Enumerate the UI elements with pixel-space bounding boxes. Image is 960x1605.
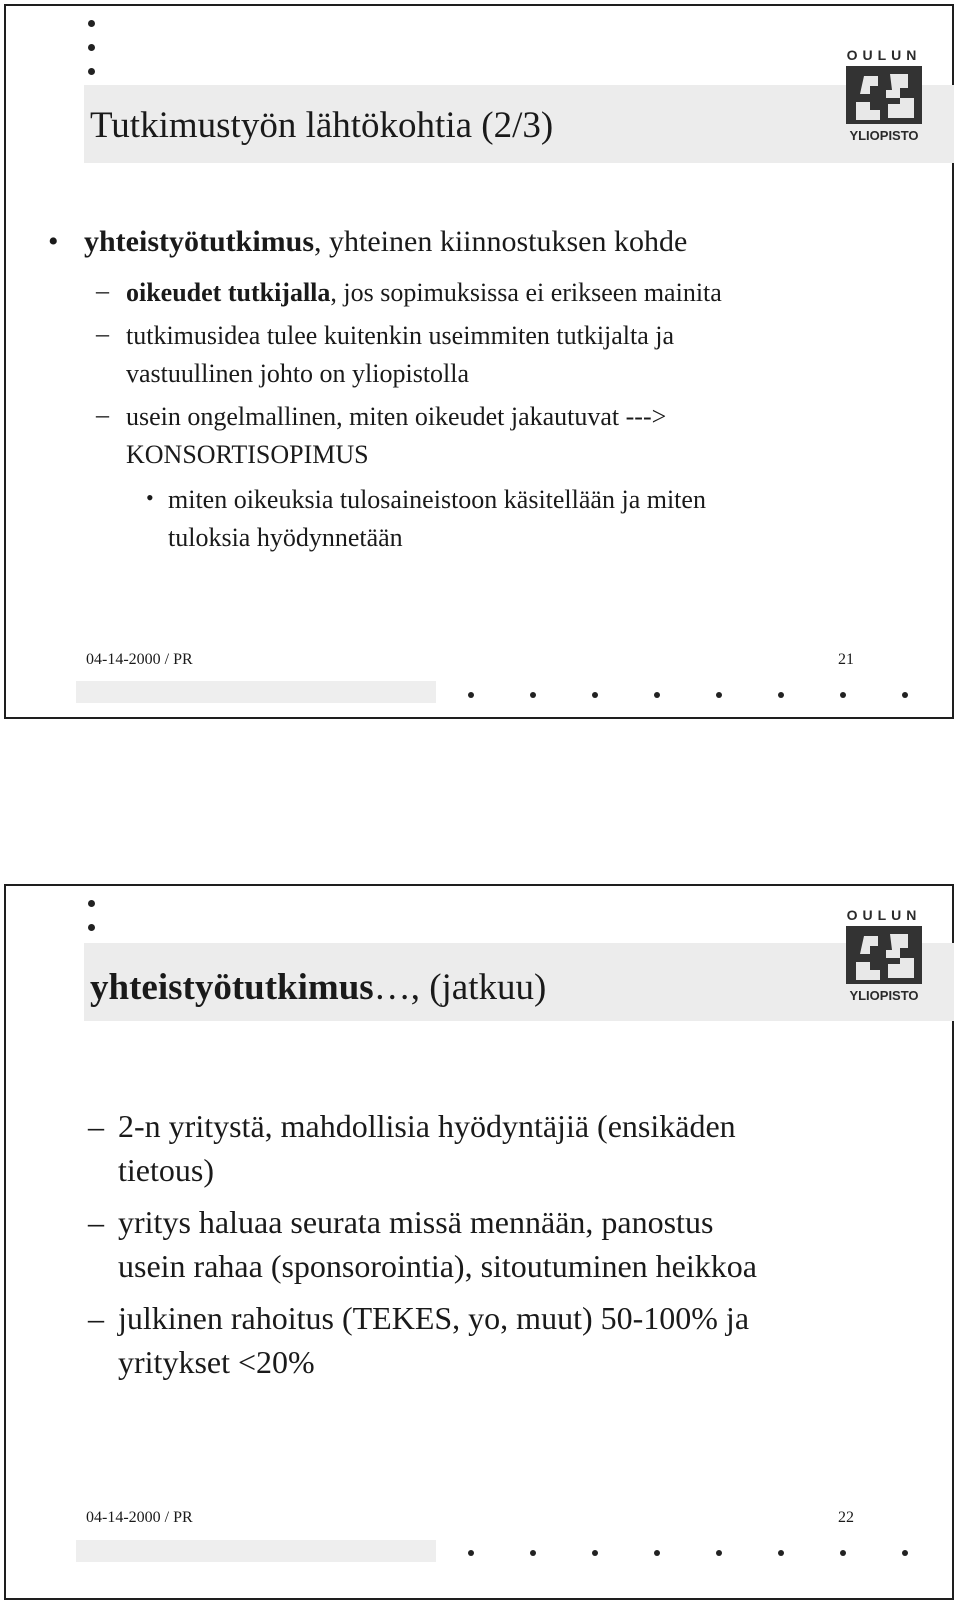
dash-icon: – <box>96 400 109 429</box>
page-number: 22 <box>838 1509 854 1526</box>
list-item <box>96 276 722 308</box>
logo-text-top: OULUN <box>846 47 922 63</box>
decorative-dots-horizontal <box>468 692 918 700</box>
item-bold: oikeudet tutkijalla <box>126 278 331 307</box>
logo-text-bottom: YLIOPISTO <box>849 128 919 143</box>
list-item <box>96 400 667 432</box>
bullet-main <box>48 225 688 259</box>
logo-text-top: OULUN <box>846 907 922 923</box>
bullet-dot-icon: • <box>48 225 59 258</box>
decorative-dots-horizontal <box>468 1550 918 1558</box>
decorative-dots-vertical <box>88 20 98 92</box>
dash-icon: – <box>88 1300 104 1336</box>
title-bold: yhteistyötutkimus <box>90 967 374 1008</box>
subitem-line1: miten oikeuksia tulosaineistoon käsitellään ja miten <box>168 485 706 514</box>
list-item <box>88 1300 750 1337</box>
slide-22 <box>4 884 954 1600</box>
footer-band <box>76 1540 436 1562</box>
sub-list-item <box>146 485 706 515</box>
dash-icon: – <box>96 276 109 305</box>
list-item <box>96 319 675 351</box>
title-rest: …, (jatkuu) <box>373 967 547 1008</box>
item-line1: yritys haluaa seurata missä mennään, panostus <box>118 1204 714 1240</box>
slide-21 <box>4 4 954 719</box>
item-line2: usein rahaa (sponsorointia), sitoutuminen heikkoa <box>118 1248 757 1284</box>
footer-band <box>76 681 436 703</box>
item-line1: tutkimusidea tulee kuitenkin useimmiten tutkijalta ja <box>126 321 675 350</box>
university-logo <box>844 46 924 144</box>
dash-icon: – <box>96 319 109 348</box>
dash-icon: – <box>88 1108 104 1144</box>
subitem-line2: tuloksia hyödynnetään <box>168 523 403 552</box>
page-number: 21 <box>838 651 854 668</box>
slide-title <box>90 966 546 1009</box>
logo-text-bottom: YLIOPISTO <box>849 988 919 1003</box>
item-line1: usein ongelmallinen, miten oikeudet jakautuvat ---> <box>126 402 667 431</box>
item-line2: vastuullinen johto on yliopistolla <box>126 359 470 388</box>
list-item <box>88 1204 714 1241</box>
footer-date: 04-14-2000 / PR <box>86 1509 193 1526</box>
list-item <box>88 1108 736 1145</box>
sub-bullet-icon: • <box>146 485 154 510</box>
slide-title: Tutkimustyön lähtökohtia (2/3) <box>90 105 554 146</box>
item-line1: 2-n yritystä, mahdollisia hyödyntäjiä (ensikäden <box>118 1108 736 1144</box>
item-rest: , jos sopimuksissa ei erikseen mainita <box>330 278 722 307</box>
bullet-bold: yhteistyötutkimus <box>84 225 315 258</box>
item-line1: julkinen rahoitus (TEKES, yo, muut) 50-100% ja <box>118 1300 750 1336</box>
bullet-rest: , yhteinen kiinnostuksen kohde <box>314 225 688 258</box>
university-logo <box>844 906 924 1004</box>
item-line2: yritykset <20% <box>118 1344 315 1380</box>
footer-date: 04-14-2000 / PR <box>86 651 193 668</box>
item-line2: tietous) <box>118 1152 214 1188</box>
dash-icon: – <box>88 1204 104 1240</box>
item-line2: KONSORTISOPIMUS <box>126 440 369 469</box>
